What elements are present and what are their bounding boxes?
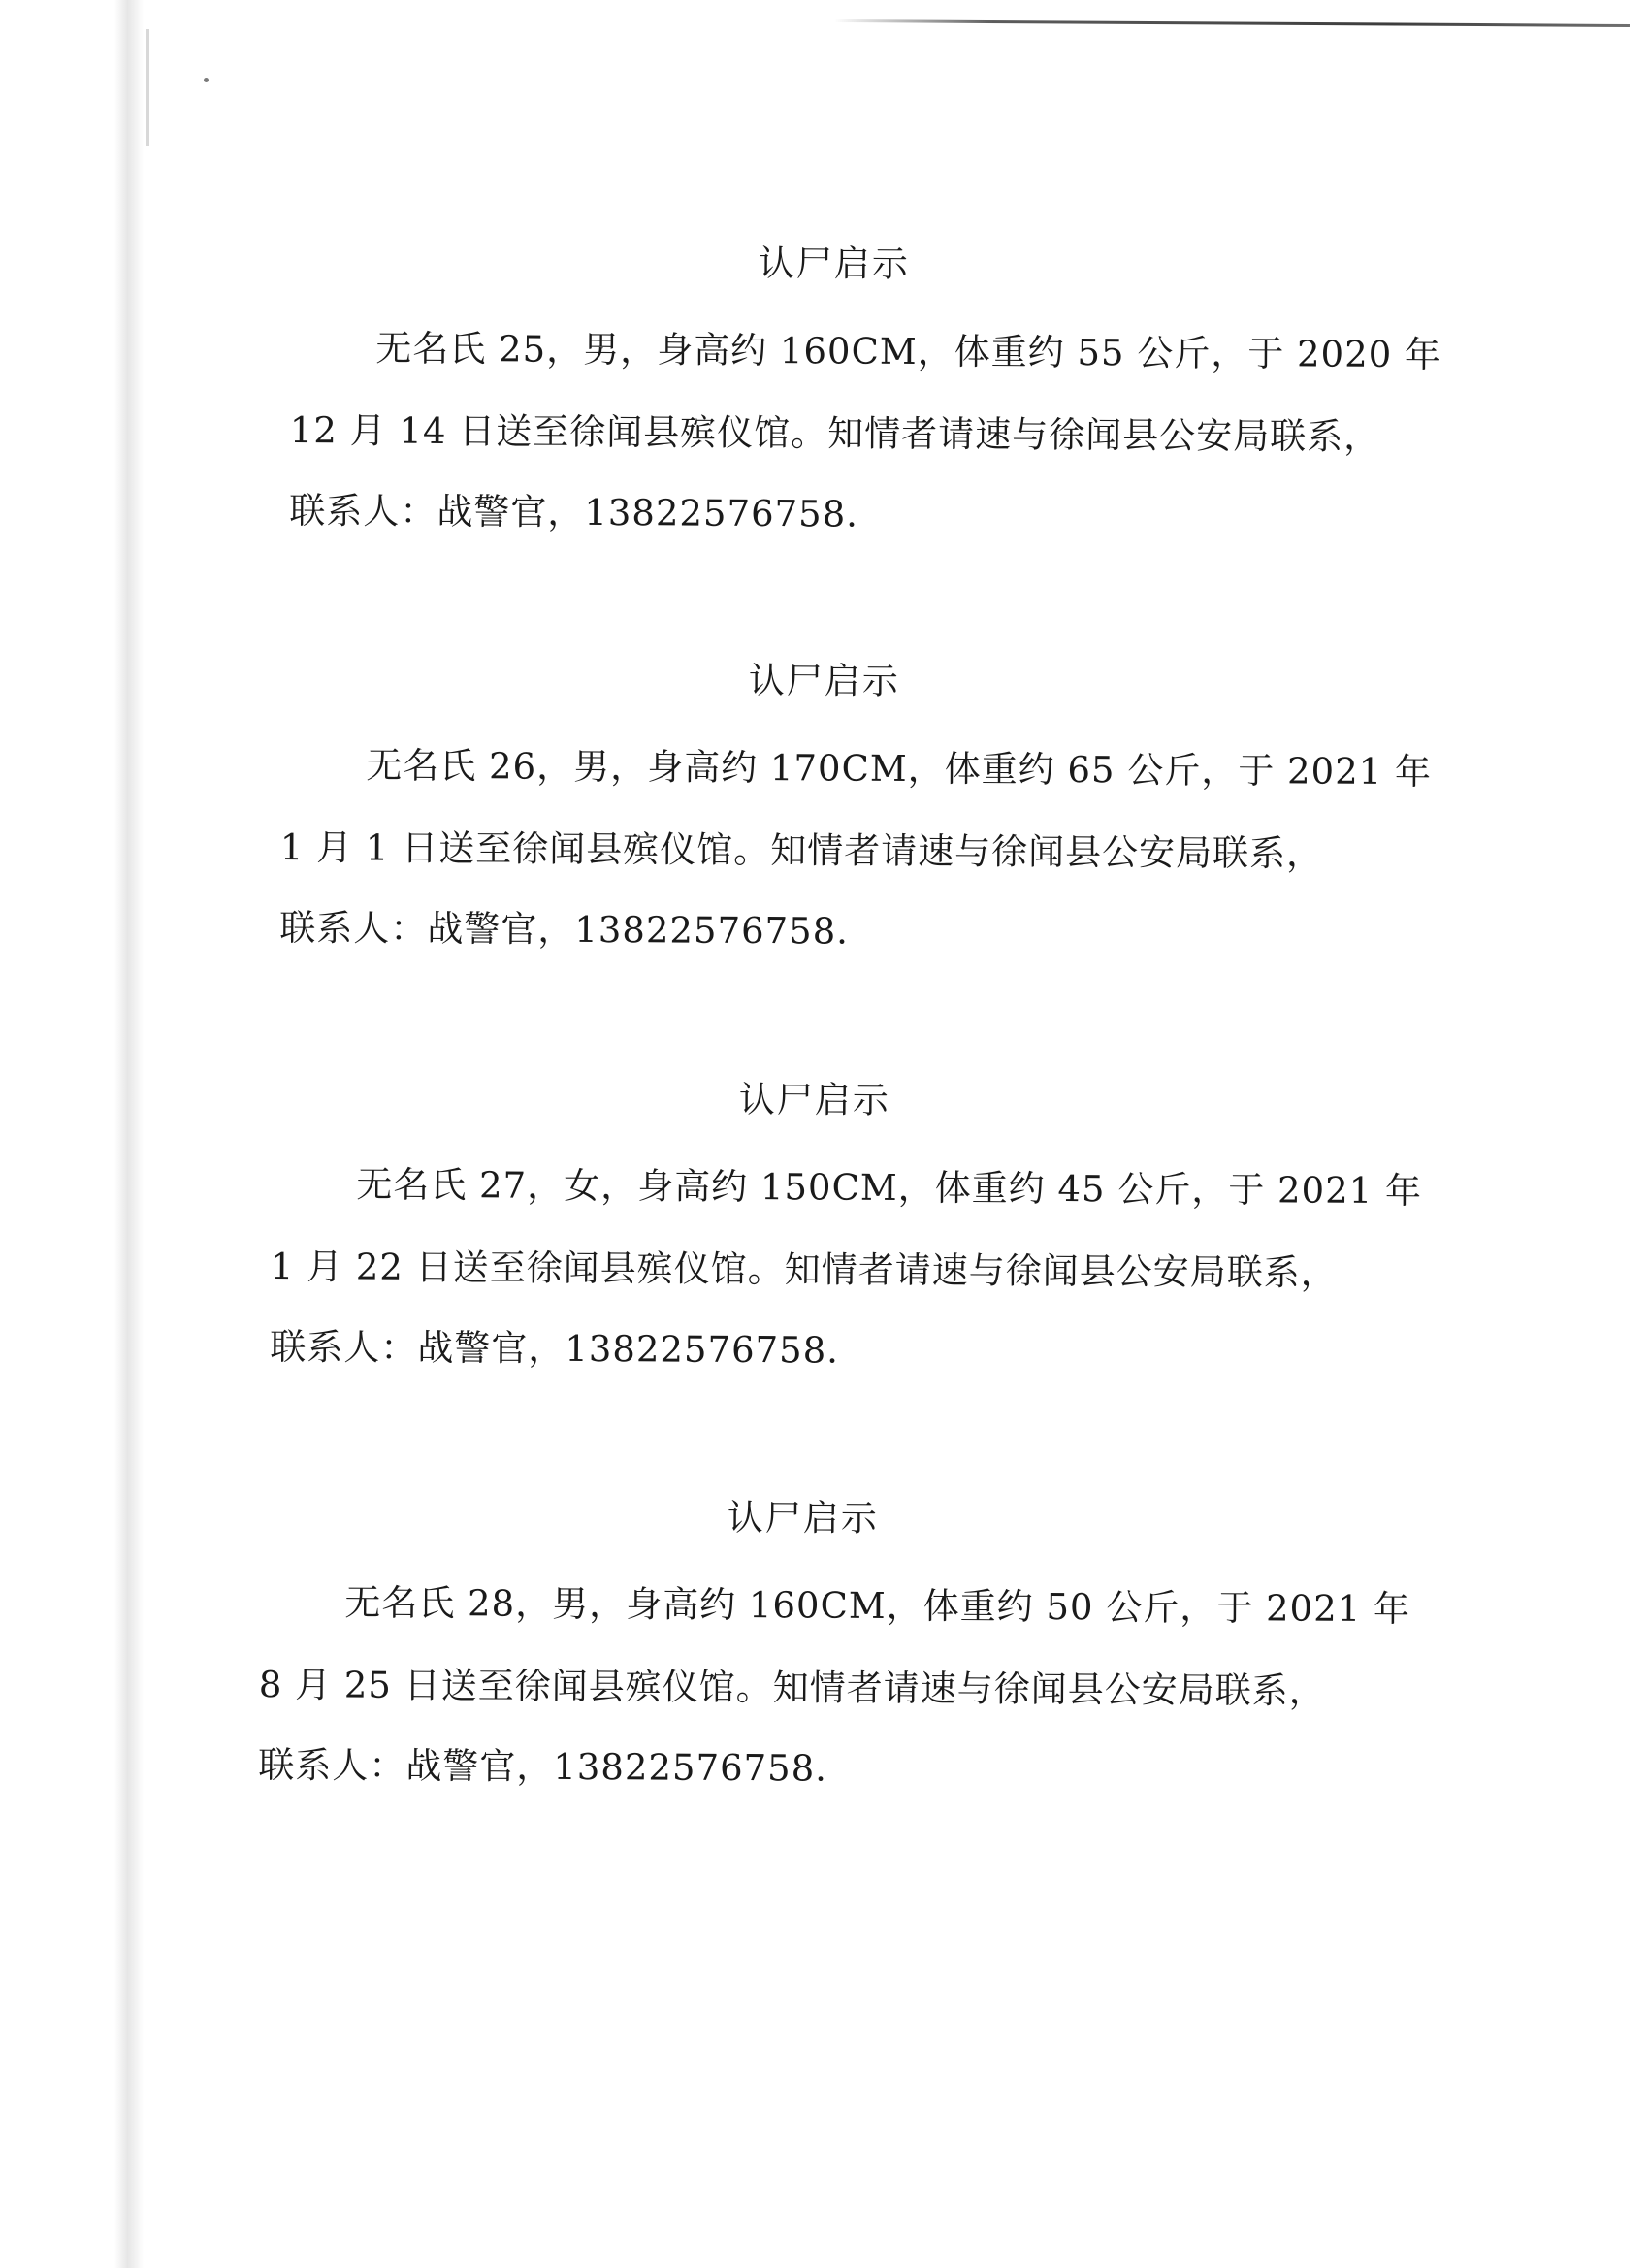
notice-title: 认尸启示: [727, 1496, 879, 1539]
notice-line-1: 无名氏 27，女，身高约 150CM，体重约 45 公斤，于 2021 年: [356, 1163, 1423, 1213]
notice-line-3: 联系人：战警官，13822576758.: [279, 906, 850, 953]
notice-title: 认尸启示: [738, 1078, 890, 1121]
notice-line-2: 1 月 1 日送至徐闻县殡仪馆。知情者请速与徐闻县公安局联系，: [279, 826, 1324, 875]
notice-block: [279, 655, 1504, 953]
notice-line-2: 12 月 14 日送至徐闻县殡仪馆。知情者请速与徐闻县公安局联系，: [289, 408, 1381, 458]
notice-title: 认尸启示: [758, 242, 910, 285]
notice-line-1: 无名氏 26，男，身高约 170CM，体重约 65 公斤，于 2021 年: [366, 744, 1433, 794]
notice-line-3: 联系人：战警官，13822576758.: [270, 1325, 840, 1372]
scan-top-edge-line: [834, 19, 1630, 27]
scan-edge-line: [146, 29, 149, 146]
notice-line-1: 无名氏 28，男，身高约 160CM，体重约 50 公斤，于 2021 年: [344, 1581, 1411, 1631]
notice-block: [289, 238, 1513, 535]
notice-line-2: 1 月 22 日送至徐闻县殡仪馆。知情者请速与徐闻县公安局联系，: [270, 1245, 1338, 1294]
scan-speck: [204, 78, 209, 82]
notice-title: 认尸启示: [748, 659, 900, 702]
notice-line-3: 联系人：战警官，13822576758.: [258, 1743, 828, 1790]
notice-line-1: 无名氏 25，男，身高约 160CM，体重约 55 公斤，于 2020 年: [375, 327, 1442, 376]
notice-block: [270, 1074, 1494, 1372]
notice-line-2: 8 月 25 日送至徐闻县殡仪馆。知情者请速与徐闻县公安局联系，: [258, 1663, 1326, 1712]
notice-block: [258, 1492, 1482, 1790]
scan-binding-shadow: [114, 0, 144, 2268]
notice-line-3: 联系人：战警官，13822576758.: [289, 489, 859, 535]
